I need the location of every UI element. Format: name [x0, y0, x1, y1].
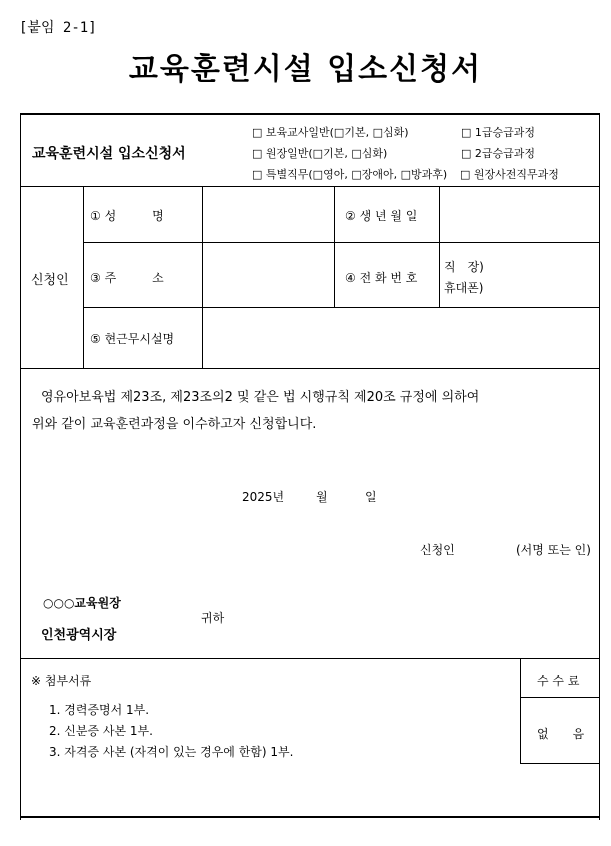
option-director-pre[interactable]: □ 원장사전직무과정 — [460, 168, 559, 181]
name-field[interactable] — [204, 188, 333, 241]
option-special-duty[interactable]: □ 특별직무(□영아, □장애아, □방과후) — [252, 168, 448, 181]
divider-row2 — [83, 307, 600, 308]
fee-value: 없 음 — [537, 727, 585, 741]
divider-fee-col — [520, 658, 521, 763]
border-right — [599, 115, 600, 820]
attachment-item-3: 3. 자격증 사본 (자격이 있는 경우에 한함) 1부. — [49, 745, 294, 759]
divider-label2-col — [439, 186, 440, 307]
attachment-label: [붙임 2-1] — [19, 20, 97, 36]
divider-section-col — [83, 186, 84, 368]
divider-header — [20, 186, 600, 187]
applicant-label: 신청인 — [31, 273, 69, 288]
workplace-field[interactable] — [204, 309, 598, 367]
birth-field[interactable] — [441, 188, 598, 241]
border-left — [20, 115, 21, 820]
divider-mid-col — [334, 186, 335, 307]
date-month: 월 — [316, 490, 328, 504]
divider-fee-bottom — [520, 763, 600, 764]
divider-row1 — [83, 242, 600, 243]
phone-work-label[interactable]: 직 장) — [444, 260, 484, 274]
application-form — [20, 113, 600, 818]
option-grade1[interactable]: □ 1급승급과정 — [461, 126, 536, 139]
option-daycare-teacher[interactable]: □ 보육교사일반(□기본, □심화) — [252, 126, 409, 139]
date-day: 일 — [365, 490, 377, 504]
option-grade2[interactable]: □ 2급승급과정 — [461, 147, 536, 160]
recipient-mayor: 인천광역시장 — [41, 628, 117, 643]
attachment-item-2: 2. 신분증 사본 1부. — [49, 724, 153, 738]
name-label: ① 성 명 — [90, 209, 164, 223]
signer-label: 신청인 — [420, 543, 455, 557]
divider-fee — [520, 697, 600, 698]
phone-label: ④ 전 화 번 호 — [345, 271, 418, 285]
attachments-title: ※ 첨부서류 — [31, 674, 92, 688]
date-year: 2025년 — [242, 490, 285, 504]
option-director[interactable]: □ 원장일반(□기본, □심화) — [252, 147, 388, 160]
phone-mobile-label[interactable]: 휴대폰) — [444, 281, 484, 295]
divider-label-col — [202, 186, 203, 368]
birth-label: ② 생 년 월 일 — [345, 209, 418, 223]
recipient-institute: ○○○교육원장 — [43, 596, 121, 610]
divider-attachments — [20, 658, 600, 659]
attachment-item-1: 1. 경력증명서 1부. — [49, 703, 150, 717]
signer-note: (서명 또는 인) — [516, 543, 591, 557]
fee-label: 수 수 료 — [537, 674, 580, 688]
statement-line2: 위와 같이 교육훈련과정을 이수하고자 신청합니다. — [32, 417, 317, 432]
honorific: 귀하 — [201, 611, 225, 625]
workplace-label: ⑤ 현근무시설명 — [90, 332, 175, 346]
divider-applicant — [20, 368, 600, 369]
page-title: 교육훈련시설 입소신청서 — [128, 52, 483, 87]
form-name: 교육훈련시설 입소신청서 — [32, 146, 186, 162]
address-field[interactable] — [204, 244, 333, 306]
statement-line1: 영유아보육법 제23조, 제23조의2 및 같은 법 시행규칙 제20조 규정에 의하여 — [41, 390, 480, 405]
address-label: ③ 주 소 — [90, 271, 164, 285]
